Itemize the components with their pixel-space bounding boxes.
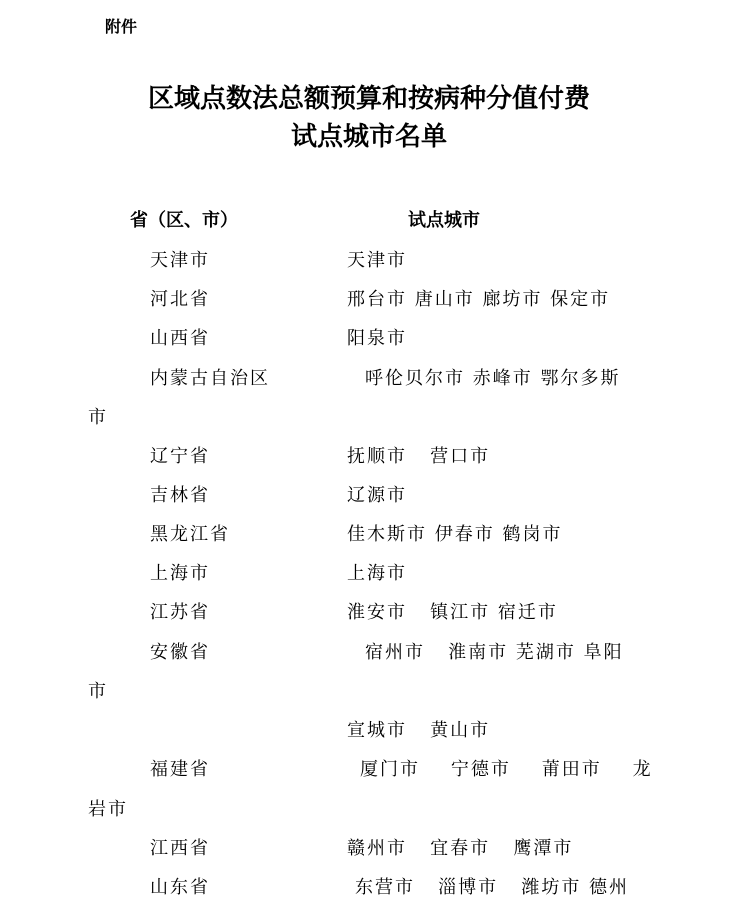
cities-cell-wrap: 岩市	[88, 799, 128, 820]
cities-cell: 佳木斯市 伊春市 鹤岗市	[347, 524, 563, 545]
cities-cell: 赣州市 宜春市 鹰潭市	[347, 838, 574, 859]
province-cell: 江苏省	[150, 602, 210, 623]
cities-cell: 东营市 淄博市 潍坊市 德州	[355, 877, 630, 898]
cities-cell: 厦门市 宁德市 莆田市 龙	[360, 759, 653, 780]
province-cell: 山西省	[150, 328, 210, 349]
cities-cell: 辽源市	[347, 485, 407, 506]
cities-cell: 宿州市 淮南市 芜湖市 阜阳	[365, 642, 624, 663]
province-cell: 辽宁省	[150, 446, 210, 467]
province-cell: 内蒙古自治区	[150, 368, 270, 389]
column-header-cities: 试点城市	[408, 210, 480, 231]
column-header-province: 省（区、市）	[130, 210, 238, 231]
province-cell: 天津市	[150, 250, 210, 271]
province-cell: 安徽省	[150, 642, 210, 663]
province-cell: 河北省	[150, 289, 210, 310]
province-cell: 福建省	[150, 759, 210, 780]
province-cell: 吉林省	[150, 485, 210, 506]
cities-cell-wrap: 市	[88, 681, 108, 702]
cities-cell-continued: 宣城市 黄山市	[347, 720, 491, 741]
cities-cell: 上海市	[347, 563, 407, 584]
cities-cell: 邢台市 唐山市 廊坊市 保定市	[347, 289, 611, 310]
province-cell: 上海市	[150, 563, 210, 584]
cities-cell: 阳泉市	[347, 328, 407, 349]
cities-cell: 抚顺市 营口市	[347, 446, 491, 467]
cities-cell: 天津市	[347, 250, 407, 271]
document-title-line-1: 区域点数法总额预算和按病种分值付费	[147, 84, 590, 114]
attachment-label: 附件	[105, 17, 138, 36]
cities-cell: 呼伦贝尔市 赤峰市 鄂尔多斯	[365, 368, 621, 389]
province-cell: 江西省	[150, 838, 210, 859]
province-cell: 黑龙江省	[150, 524, 230, 545]
cities-cell: 淮安市 镇江市 宿迁市	[347, 602, 558, 623]
cities-cell-wrap: 市	[88, 407, 108, 428]
document-title-line-2: 试点城市名单	[290, 122, 447, 152]
province-cell: 山东省	[150, 877, 210, 898]
